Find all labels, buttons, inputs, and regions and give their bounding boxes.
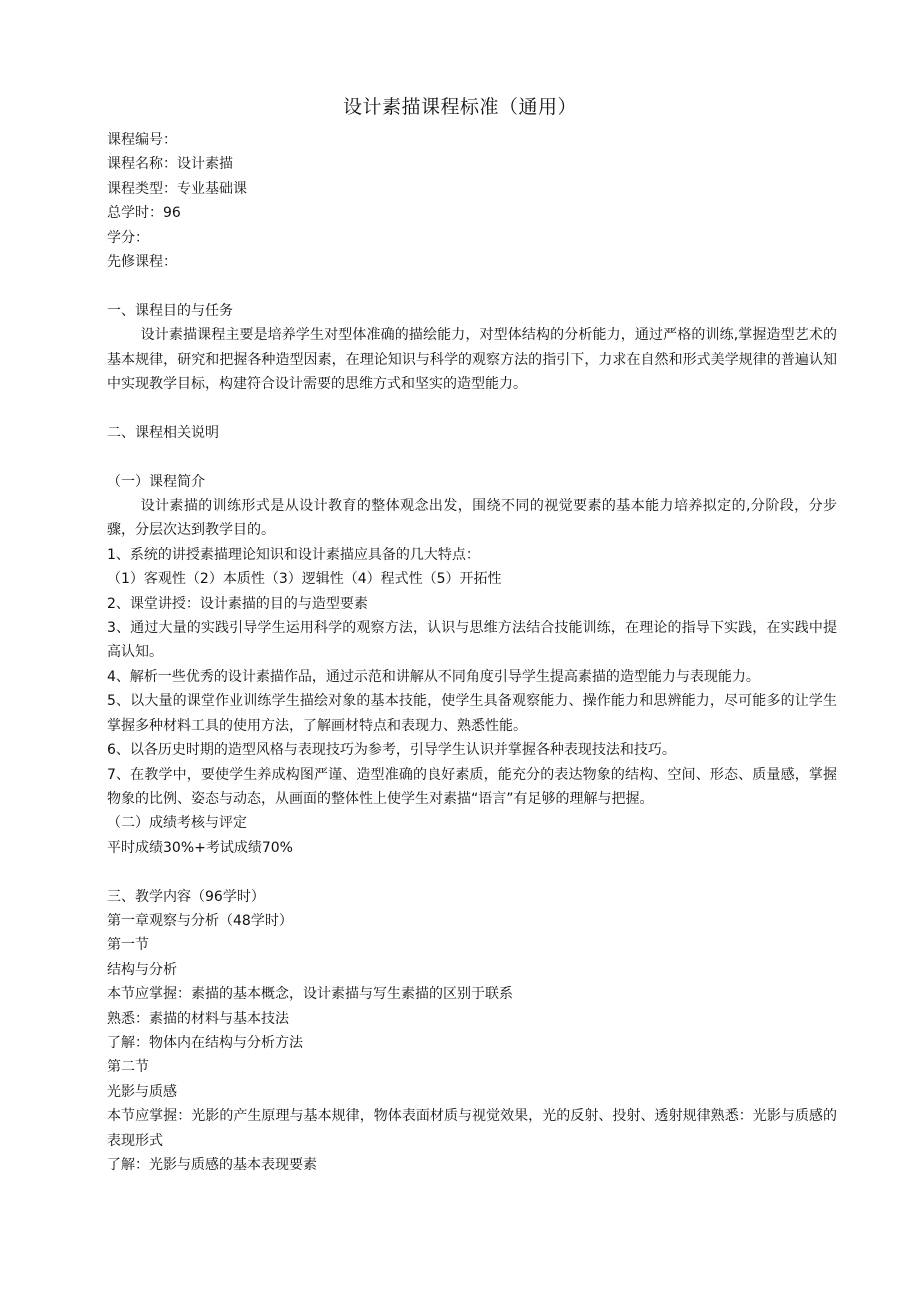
list-item: 2、课堂讲授：设计素描的目的与造型要素 [107,595,368,612]
section-2-heading: 二、课程相关说明 [107,424,219,441]
section-1-heading: 一、课程目的与任务 [107,302,233,319]
list-item: 6、以各历史时期的造型风格与表现技巧为参考，引导学生认识并掌握各种表现技法和技巧。 [107,742,676,759]
list-item: 7、在教学中，要使学生养成构图严谨、造型准确的良好素质，能充分的表达物象的结构、空间、形态、质量感，掌握物象的比例、姿态与动态，从画面的整体性上使学生对素描“语言”有足够的理解与把握。 [107,766,837,807]
course-type: 课程类型：专业基础课 [107,180,247,197]
subsection-1-paragraph: 设计素描的训练形式是从设计教育的整体观念出发，围绕不同的视觉要素的基本能力培养拟定的,分阶段，分步骤，分层次达到教学目的。 [107,498,837,539]
content-line: 本节应掌握：素描的基本概念，设计素描与写生素描的区别于联系 [107,986,513,1003]
document-title: 设计素描课程标准（通用） [342,96,577,118]
prerequisites: 先修课程： [107,254,177,271]
content-line: 了解：光影与质感的基本表现要素 [107,1157,317,1173]
content-line: 光影与质感 [107,1083,177,1100]
content-line: 了解：物体内在结构与分析方法 [107,1034,303,1051]
content-line: 第一节 [107,937,149,954]
credits: 学分： [107,229,149,246]
document-body [107,128,837,1177]
chapter-1-heading: 第一章观察与分析（48学时） [107,912,293,929]
list-item: 3、通过大量的实践引导学生运用科学的观察方法，认识与思维方法结合技能训练，在理论的指导下实践，在实践中提高认知。 [107,620,837,661]
grading-text: 平时成绩30%+考试成绩70% [107,839,293,856]
list-item: 5、以大量的课堂作业训练学生描绘对象的基本技能，使学生具备观察能力、操作能力和思辨能力，尽可能多的让学生掌握多种材料工具的使用方法，了解画材特点和表现力、熟悉性能。 [107,693,837,734]
course-code: 课程编号： [107,132,177,148]
list-item: 1、系统的讲授素描理论知识和设计素描应具备的几大特点： [107,546,480,563]
content-line: 结构与分析 [107,961,177,978]
course-name: 课程名称：设计素描 [107,156,233,173]
subsection-1-heading: （一）课程简介 [107,473,205,490]
list-item: （1）客观性（2）本质性（3）逻辑性（4）程式性（5）开拓性 [107,571,502,588]
subsection-2-heading: （二）成绩考核与评定 [107,815,247,832]
content-line: 本节应掌握：光影的产生原理与基本规律，物体表面材质与视觉效果，光的反射、投射、透射规律熟悉：光影与质感的表现形式 [107,1108,837,1149]
section-1-paragraph: 设计素描课程主要是培养学生对型体准确的描绘能力，对型体结构的分析能力，通过严格的训练,掌握造型艺术的基本规律，研究和把握各种造型因素，在理论知识与科学的观察方法的指引下，力求在自然和形式美学规律的普遍认知中实现教学目标，构建符合设计需要的思维方式和坚实的造型能力。 [107,327,837,393]
content-line: 第二节 [107,1059,149,1076]
content-line: 熟悉：素描的材料与基本技法 [107,1010,289,1027]
list-item: 4、解析一些优秀的设计素描作品，通过示范和讲解从不同角度引导学生提高素描的造型能力与表现能力。 [107,668,760,685]
section-3-heading: 三、教学内容（96学时） [107,888,265,905]
total-hours: 总学时：96 [107,205,181,222]
